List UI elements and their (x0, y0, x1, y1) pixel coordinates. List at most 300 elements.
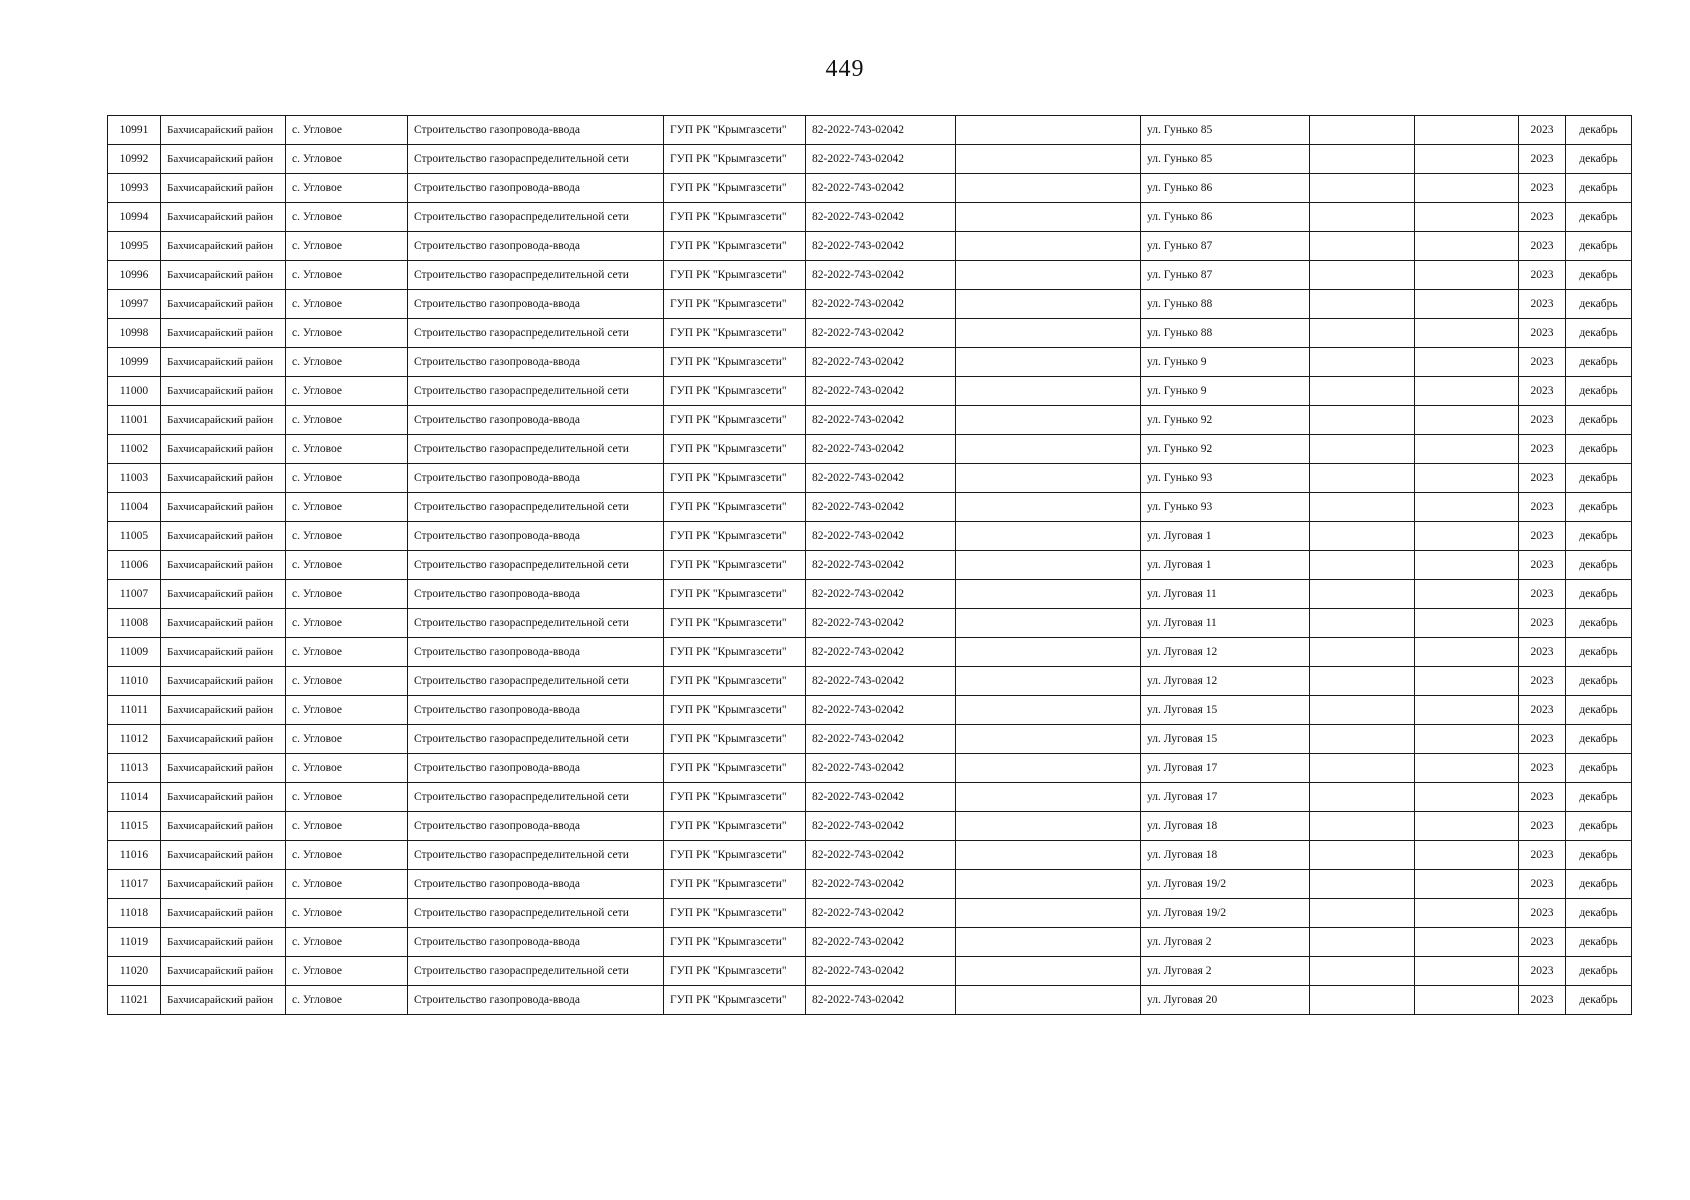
cell-code: 82-2022-743-02042 (806, 493, 956, 522)
table-row (108, 319, 1632, 348)
cell-year: 2023 (1519, 899, 1566, 928)
cell-village: с. Угловое (286, 928, 408, 957)
cell-year: 2023 (1519, 870, 1566, 899)
cell-village: с. Угловое (286, 783, 408, 812)
cell-year: 2023 (1519, 232, 1566, 261)
table-row (108, 116, 1632, 145)
cell-empty (1415, 319, 1519, 348)
cell-year: 2023 (1519, 116, 1566, 145)
cell-empty (956, 638, 1141, 667)
cell-empty (1415, 667, 1519, 696)
cell-empty (956, 522, 1141, 551)
cell-code: 82-2022-743-02042 (806, 783, 956, 812)
cell-work-type: Строительство газопровода-ввода (408, 580, 664, 609)
cell-empty (956, 551, 1141, 580)
cell-number: 11005 (108, 522, 161, 551)
cell-empty (1310, 551, 1415, 580)
cell-address: ул. Луговая 2 (1141, 928, 1310, 957)
cell-number: 11019 (108, 928, 161, 957)
cell-empty (1415, 899, 1519, 928)
table-row (108, 290, 1632, 319)
cell-empty (956, 145, 1141, 174)
cell-empty (1310, 406, 1415, 435)
cell-month: декабрь (1566, 928, 1632, 957)
cell-village: с. Угловое (286, 203, 408, 232)
cell-organization: ГУП РК "Крымгазсети" (664, 667, 806, 696)
cell-number: 10999 (108, 348, 161, 377)
cell-organization: ГУП РК "Крымгазсети" (664, 290, 806, 319)
cell-month: декабрь (1566, 522, 1632, 551)
cell-empty (1310, 464, 1415, 493)
table-row (108, 522, 1632, 551)
cell-month: декабрь (1566, 899, 1632, 928)
cell-empty (956, 928, 1141, 957)
cell-code: 82-2022-743-02042 (806, 928, 956, 957)
cell-region: Бахчисарайский район (161, 783, 286, 812)
cell-organization: ГУП РК "Крымгазсети" (664, 145, 806, 174)
cell-village: с. Угловое (286, 551, 408, 580)
table-row (108, 812, 1632, 841)
cell-empty (1415, 145, 1519, 174)
cell-code: 82-2022-743-02042 (806, 696, 956, 725)
cell-number: 11003 (108, 464, 161, 493)
cell-empty (1415, 493, 1519, 522)
page-number: 449 (825, 56, 865, 82)
cell-address: ул. Луговая 15 (1141, 725, 1310, 754)
cell-empty (1310, 609, 1415, 638)
cell-village: с. Угловое (286, 493, 408, 522)
cell-month: декабрь (1566, 261, 1632, 290)
cell-empty (956, 957, 1141, 986)
cell-code: 82-2022-743-02042 (806, 232, 956, 261)
cell-empty (1415, 580, 1519, 609)
cell-month: декабрь (1566, 609, 1632, 638)
table-row (108, 145, 1632, 174)
cell-work-type: Строительство газопровода-ввода (408, 928, 664, 957)
cell-empty (1415, 725, 1519, 754)
cell-village: с. Угловое (286, 957, 408, 986)
cell-village: с. Угловое (286, 174, 408, 203)
cell-address: ул. Гунько 9 (1141, 348, 1310, 377)
cell-work-type: Строительство газопровода-ввода (408, 812, 664, 841)
cell-month: декабрь (1566, 551, 1632, 580)
cell-empty (1310, 667, 1415, 696)
cell-empty (1415, 986, 1519, 1015)
cell-number: 10992 (108, 145, 161, 174)
cell-empty (956, 261, 1141, 290)
cell-empty (1310, 841, 1415, 870)
cell-address: ул. Луговая 12 (1141, 638, 1310, 667)
cell-number: 11012 (108, 725, 161, 754)
cell-organization: ГУП РК "Крымгазсети" (664, 638, 806, 667)
table-row (108, 551, 1632, 580)
cell-year: 2023 (1519, 348, 1566, 377)
cell-number: 11021 (108, 986, 161, 1015)
cell-region: Бахчисарайский район (161, 725, 286, 754)
cell-empty (1310, 348, 1415, 377)
cell-number: 11009 (108, 638, 161, 667)
cell-month: декабрь (1566, 145, 1632, 174)
cell-code: 82-2022-743-02042 (806, 754, 956, 783)
table-row (108, 464, 1632, 493)
cell-number: 10996 (108, 261, 161, 290)
cell-empty (1310, 725, 1415, 754)
cell-address: ул. Луговая 12 (1141, 667, 1310, 696)
cell-empty (956, 841, 1141, 870)
cell-code: 82-2022-743-02042 (806, 145, 956, 174)
cell-village: с. Угловое (286, 406, 408, 435)
cell-month: декабрь (1566, 116, 1632, 145)
cell-empty (1310, 638, 1415, 667)
cell-year: 2023 (1519, 754, 1566, 783)
cell-month: декабрь (1566, 348, 1632, 377)
cell-year: 2023 (1519, 812, 1566, 841)
cell-month: декабрь (1566, 638, 1632, 667)
cell-work-type: Строительство газопровода-ввода (408, 754, 664, 783)
cell-address: ул. Луговая 2 (1141, 957, 1310, 986)
cell-region: Бахчисарайский район (161, 232, 286, 261)
cell-empty (1310, 435, 1415, 464)
cell-empty (956, 290, 1141, 319)
cell-village: с. Угловое (286, 377, 408, 406)
cell-code: 82-2022-743-02042 (806, 174, 956, 203)
cell-organization: ГУП РК "Крымгазсети" (664, 348, 806, 377)
cell-number: 10993 (108, 174, 161, 203)
cell-month: декабрь (1566, 174, 1632, 203)
cell-code: 82-2022-743-02042 (806, 319, 956, 348)
cell-work-type: Строительство газораспределительной сети (408, 899, 664, 928)
cell-organization: ГУП РК "Крымгазсети" (664, 464, 806, 493)
cell-work-type: Строительство газопровода-ввода (408, 174, 664, 203)
cell-work-type: Строительство газопровода-ввода (408, 290, 664, 319)
table-row (108, 406, 1632, 435)
cell-village: с. Угловое (286, 522, 408, 551)
cell-address: ул. Луговая 18 (1141, 841, 1310, 870)
cell-village: с. Угловое (286, 348, 408, 377)
cell-empty (1310, 870, 1415, 899)
cell-village: с. Угловое (286, 812, 408, 841)
cell-code: 82-2022-743-02042 (806, 203, 956, 232)
cell-year: 2023 (1519, 522, 1566, 551)
cell-region: Бахчисарайский район (161, 348, 286, 377)
cell-empty (1310, 696, 1415, 725)
cell-year: 2023 (1519, 928, 1566, 957)
cell-code: 82-2022-743-02042 (806, 841, 956, 870)
cell-code: 82-2022-743-02042 (806, 116, 956, 145)
cell-empty (956, 435, 1141, 464)
cell-empty (1310, 116, 1415, 145)
cell-empty (1415, 638, 1519, 667)
table-row (108, 783, 1632, 812)
cell-region: Бахчисарайский район (161, 986, 286, 1015)
cell-empty (1415, 841, 1519, 870)
cell-address: ул. Луговая 11 (1141, 580, 1310, 609)
cell-work-type: Строительство газораспределительной сети (408, 783, 664, 812)
cell-month: декабрь (1566, 812, 1632, 841)
cell-number: 11006 (108, 551, 161, 580)
cell-number: 11020 (108, 957, 161, 986)
cell-empty (1310, 522, 1415, 551)
cell-year: 2023 (1519, 957, 1566, 986)
table-row (108, 725, 1632, 754)
cell-work-type: Строительство газораспределительной сети (408, 435, 664, 464)
table-row (108, 696, 1632, 725)
cell-village: с. Угловое (286, 232, 408, 261)
table-row (108, 638, 1632, 667)
cell-empty (956, 812, 1141, 841)
cell-code: 82-2022-743-02042 (806, 899, 956, 928)
table-row (108, 232, 1632, 261)
cell-month: декабрь (1566, 290, 1632, 319)
cell-address: ул. Луговая 19/2 (1141, 899, 1310, 928)
cell-empty (1310, 580, 1415, 609)
cell-code: 82-2022-743-02042 (806, 870, 956, 899)
cell-region: Бахчисарайский район (161, 667, 286, 696)
cell-year: 2023 (1519, 319, 1566, 348)
cell-organization: ГУП РК "Крымгазсети" (664, 899, 806, 928)
cell-empty (1310, 957, 1415, 986)
cell-organization: ГУП РК "Крымгазсети" (664, 232, 806, 261)
cell-year: 2023 (1519, 696, 1566, 725)
cell-organization: ГУП РК "Крымгазсети" (664, 261, 806, 290)
cell-empty (1310, 812, 1415, 841)
cell-address: ул. Гунько 88 (1141, 319, 1310, 348)
cell-empty (1310, 232, 1415, 261)
cell-empty (956, 348, 1141, 377)
cell-organization: ГУП РК "Крымгазсети" (664, 841, 806, 870)
cell-work-type: Строительство газораспределительной сети (408, 551, 664, 580)
cell-address: ул. Луговая 15 (1141, 696, 1310, 725)
registry-table (107, 115, 1632, 1015)
cell-empty (1310, 319, 1415, 348)
cell-work-type: Строительство газопровода-ввода (408, 406, 664, 435)
cell-year: 2023 (1519, 174, 1566, 203)
cell-year: 2023 (1519, 406, 1566, 435)
cell-empty (956, 377, 1141, 406)
cell-region: Бахчисарайский район (161, 261, 286, 290)
cell-empty (1415, 261, 1519, 290)
cell-address: ул. Гунько 86 (1141, 203, 1310, 232)
cell-region: Бахчисарайский район (161, 812, 286, 841)
cell-empty (956, 232, 1141, 261)
cell-month: декабрь (1566, 232, 1632, 261)
cell-village: с. Угловое (286, 261, 408, 290)
cell-work-type: Строительство газопровода-ввода (408, 638, 664, 667)
cell-month: декабрь (1566, 957, 1632, 986)
cell-empty (1310, 986, 1415, 1015)
cell-organization: ГУП РК "Крымгазсети" (664, 493, 806, 522)
cell-code: 82-2022-743-02042 (806, 464, 956, 493)
cell-number: 11001 (108, 406, 161, 435)
cell-empty (1310, 290, 1415, 319)
cell-empty (1310, 783, 1415, 812)
table-row (108, 435, 1632, 464)
table-row (108, 667, 1632, 696)
cell-number: 11014 (108, 783, 161, 812)
cell-region: Бахчисарайский район (161, 841, 286, 870)
cell-empty (1415, 290, 1519, 319)
cell-code: 82-2022-743-02042 (806, 551, 956, 580)
cell-organization: ГУП РК "Крымгазсети" (664, 319, 806, 348)
cell-empty (1415, 928, 1519, 957)
cell-month: декабрь (1566, 493, 1632, 522)
cell-address: ул. Гунько 9 (1141, 377, 1310, 406)
cell-empty (1310, 261, 1415, 290)
cell-empty (1415, 203, 1519, 232)
cell-year: 2023 (1519, 464, 1566, 493)
cell-empty (1310, 493, 1415, 522)
cell-region: Бахчисарайский район (161, 551, 286, 580)
cell-code: 82-2022-743-02042 (806, 667, 956, 696)
cell-organization: ГУП РК "Крымгазсети" (664, 783, 806, 812)
cell-village: с. Угловое (286, 464, 408, 493)
cell-work-type: Строительство газораспределительной сети (408, 145, 664, 174)
cell-empty (956, 899, 1141, 928)
cell-code: 82-2022-743-02042 (806, 957, 956, 986)
cell-organization: ГУП РК "Крымгазсети" (664, 870, 806, 899)
table-row (108, 261, 1632, 290)
cell-work-type: Строительство газораспределительной сети (408, 725, 664, 754)
cell-organization: ГУП РК "Крымгазсети" (664, 725, 806, 754)
cell-year: 2023 (1519, 377, 1566, 406)
cell-number: 11017 (108, 870, 161, 899)
cell-code: 82-2022-743-02042 (806, 377, 956, 406)
cell-region: Бахчисарайский район (161, 435, 286, 464)
cell-village: с. Угловое (286, 725, 408, 754)
cell-code: 82-2022-743-02042 (806, 290, 956, 319)
cell-organization: ГУП РК "Крымгазсети" (664, 928, 806, 957)
cell-organization: ГУП РК "Крымгазсети" (664, 580, 806, 609)
cell-empty (956, 696, 1141, 725)
cell-region: Бахчисарайский район (161, 319, 286, 348)
cell-year: 2023 (1519, 551, 1566, 580)
cell-region: Бахчисарайский район (161, 957, 286, 986)
cell-empty (1415, 406, 1519, 435)
cell-year: 2023 (1519, 261, 1566, 290)
cell-region: Бахчисарайский район (161, 145, 286, 174)
cell-empty (956, 464, 1141, 493)
cell-work-type: Строительство газопровода-ввода (408, 464, 664, 493)
cell-year: 2023 (1519, 638, 1566, 667)
cell-code: 82-2022-743-02042 (806, 406, 956, 435)
table-row (108, 609, 1632, 638)
cell-empty (956, 406, 1141, 435)
cell-address: ул. Луговая 11 (1141, 609, 1310, 638)
cell-year: 2023 (1519, 493, 1566, 522)
cell-village: с. Угловое (286, 870, 408, 899)
cell-village: с. Угловое (286, 638, 408, 667)
table-row (108, 580, 1632, 609)
cell-empty (1415, 232, 1519, 261)
cell-empty (956, 609, 1141, 638)
cell-address: ул. Гунько 87 (1141, 261, 1310, 290)
cell-address: ул. Луговая 18 (1141, 812, 1310, 841)
cell-organization: ГУП РК "Крымгазсети" (664, 957, 806, 986)
cell-year: 2023 (1519, 203, 1566, 232)
cell-empty (1415, 435, 1519, 464)
cell-year: 2023 (1519, 783, 1566, 812)
cell-village: с. Угловое (286, 899, 408, 928)
cell-village: с. Угловое (286, 667, 408, 696)
cell-region: Бахчисарайский район (161, 580, 286, 609)
cell-empty (1415, 522, 1519, 551)
cell-address: ул. Гунько 85 (1141, 145, 1310, 174)
cell-year: 2023 (1519, 725, 1566, 754)
cell-month: декабрь (1566, 986, 1632, 1015)
cell-empty (1415, 783, 1519, 812)
cell-empty (1415, 957, 1519, 986)
cell-year: 2023 (1519, 290, 1566, 319)
cell-village: с. Угловое (286, 435, 408, 464)
cell-empty (1310, 145, 1415, 174)
cell-village: с. Угловое (286, 116, 408, 145)
cell-code: 82-2022-743-02042 (806, 435, 956, 464)
cell-empty (1310, 377, 1415, 406)
cell-address: ул. Луговая 1 (1141, 522, 1310, 551)
cell-work-type: Строительство газораспределительной сети (408, 841, 664, 870)
cell-address: ул. Гунько 92 (1141, 435, 1310, 464)
cell-empty (1415, 464, 1519, 493)
cell-organization: ГУП РК "Крымгазсети" (664, 435, 806, 464)
cell-address: ул. Луговая 19/2 (1141, 870, 1310, 899)
cell-number: 11015 (108, 812, 161, 841)
cell-number: 11008 (108, 609, 161, 638)
cell-work-type: Строительство газораспределительной сети (408, 377, 664, 406)
cell-work-type: Строительство газопровода-ввода (408, 870, 664, 899)
cell-number: 10997 (108, 290, 161, 319)
cell-address: ул. Гунько 93 (1141, 493, 1310, 522)
cell-region: Бахчисарайский район (161, 638, 286, 667)
cell-month: декабрь (1566, 435, 1632, 464)
cell-empty (956, 203, 1141, 232)
cell-number: 10994 (108, 203, 161, 232)
cell-region: Бахчисарайский район (161, 870, 286, 899)
cell-work-type: Строительство газораспределительной сети (408, 203, 664, 232)
cell-empty (956, 116, 1141, 145)
cell-number: 10998 (108, 319, 161, 348)
cell-village: с. Угловое (286, 580, 408, 609)
registry-body (108, 116, 1632, 1015)
table-row (108, 754, 1632, 783)
cell-code: 82-2022-743-02042 (806, 725, 956, 754)
cell-number: 10991 (108, 116, 161, 145)
cell-month: декабрь (1566, 725, 1632, 754)
cell-region: Бахчисарайский район (161, 116, 286, 145)
cell-code: 82-2022-743-02042 (806, 638, 956, 667)
cell-address: ул. Луговая 17 (1141, 783, 1310, 812)
cell-empty (1415, 870, 1519, 899)
cell-month: декабрь (1566, 406, 1632, 435)
cell-village: с. Угловое (286, 841, 408, 870)
cell-organization: ГУП РК "Крымгазсети" (664, 609, 806, 638)
cell-organization: ГУП РК "Крымгазсети" (664, 986, 806, 1015)
cell-number: 11013 (108, 754, 161, 783)
cell-empty (1415, 696, 1519, 725)
cell-code: 82-2022-743-02042 (806, 580, 956, 609)
cell-village: с. Угловое (286, 986, 408, 1015)
cell-empty (956, 725, 1141, 754)
cell-code: 82-2022-743-02042 (806, 348, 956, 377)
cell-address: ул. Гунько 87 (1141, 232, 1310, 261)
cell-code: 82-2022-743-02042 (806, 261, 956, 290)
cell-work-type: Строительство газораспределительной сети (408, 609, 664, 638)
cell-work-type: Строительство газораспределительной сети (408, 493, 664, 522)
cell-organization: ГУП РК "Крымгазсети" (664, 696, 806, 725)
cell-year: 2023 (1519, 580, 1566, 609)
cell-organization: ГУП РК "Крымгазсети" (664, 812, 806, 841)
cell-organization: ГУП РК "Крымгазсети" (664, 522, 806, 551)
cell-region: Бахчисарайский район (161, 464, 286, 493)
